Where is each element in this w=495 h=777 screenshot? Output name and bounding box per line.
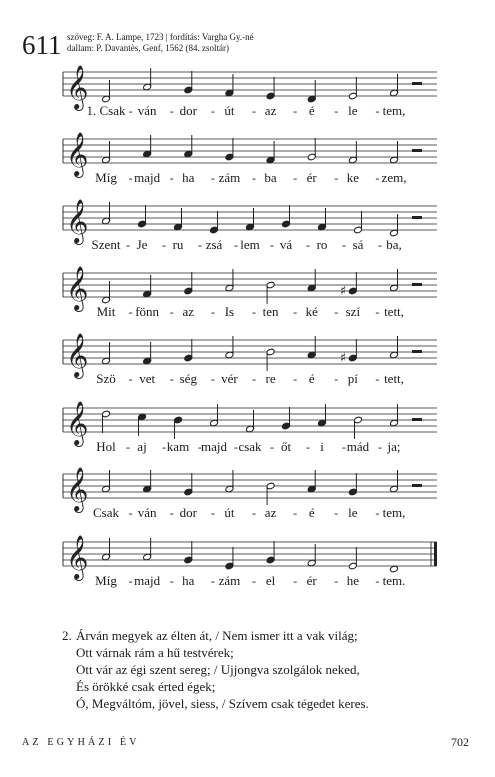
lyric-hyphen: - bbox=[162, 238, 166, 252]
lyric-hyphen: - bbox=[210, 574, 215, 588]
lyric-syllable: lem bbox=[240, 237, 260, 252]
lyric-hyphen: - bbox=[210, 171, 215, 185]
lyric-hyphen: - bbox=[128, 171, 133, 185]
lyric-hyphen: - bbox=[375, 171, 380, 185]
lyric-hyphen: - bbox=[128, 372, 133, 386]
lyric-hyphen: - bbox=[293, 171, 298, 185]
lyric-hyphen: - bbox=[334, 104, 339, 118]
lyric-hyphen: - bbox=[169, 104, 174, 118]
lyric-hyphen: - bbox=[128, 506, 133, 520]
lyric-syllable: é bbox=[308, 371, 315, 386]
lyric-syllable: ké bbox=[305, 304, 318, 319]
lyric-hyphen: - bbox=[334, 171, 339, 185]
text-credit: szöveg: F. A. Lampe, 1723 | fordítás: Vargha Gy.-né bbox=[67, 32, 254, 42]
lyric-hyphen: - bbox=[210, 104, 215, 118]
treble-clef-icon: 𝄞 bbox=[66, 467, 89, 511]
staff-system bbox=[63, 467, 437, 520]
lyric-syllable: őt bbox=[280, 439, 292, 454]
lyric-syllable: Hol bbox=[96, 439, 116, 454]
lyric-syllable: Szö bbox=[96, 371, 116, 386]
lyric-syllable: zem, bbox=[381, 170, 407, 185]
lyric-hyphen: - bbox=[169, 506, 174, 520]
lyric-hyphen: - bbox=[126, 440, 130, 454]
stanza-line: 2. Árván megyek az élten át, / Nem ismer itt a vak világ; bbox=[62, 628, 358, 643]
lyric-syllable: kam bbox=[166, 439, 190, 454]
half-rest-icon bbox=[412, 283, 422, 286]
staff-system bbox=[63, 132, 437, 185]
lyric-hyphen: - bbox=[378, 440, 382, 454]
sharp-icon: ♯ bbox=[339, 284, 347, 299]
lyric-hyphen: - bbox=[334, 574, 339, 588]
lyric-syllable: út bbox=[224, 505, 235, 520]
staff-system bbox=[63, 199, 437, 252]
lyric-hyphen: - bbox=[378, 238, 382, 252]
lyric-hyphen: - bbox=[293, 574, 298, 588]
lyric-syllable: zsá bbox=[205, 237, 223, 252]
lyric-syllable: Mit bbox=[96, 304, 116, 319]
lyric-hyphen: - bbox=[293, 104, 298, 118]
lyric-syllable: Szent bbox=[91, 237, 121, 252]
treble-clef-icon: 𝄞 bbox=[66, 535, 89, 579]
lyric-syllable: el bbox=[265, 573, 276, 588]
lyric-hyphen: - bbox=[293, 372, 298, 386]
lyric-hyphen: - bbox=[128, 104, 133, 118]
lyric-syllable: zám bbox=[218, 170, 241, 185]
lyric-syllable: re bbox=[265, 371, 276, 386]
lyric-hyphen: - bbox=[334, 506, 339, 520]
stanza-number: 2. bbox=[62, 628, 72, 643]
lyric-syllable: tett, bbox=[384, 304, 404, 319]
lyric-syllable: ten bbox=[262, 304, 279, 319]
lyric-syllable: ér bbox=[306, 573, 317, 588]
lyric-hyphen: - bbox=[128, 305, 133, 319]
lyric-syllable: aj bbox=[137, 439, 147, 454]
lyric-syllable: Míg bbox=[95, 170, 117, 185]
lyric-hyphen: - bbox=[169, 305, 174, 319]
final-barline-thick bbox=[434, 542, 437, 566]
lyric-syllable: é bbox=[308, 505, 315, 520]
lyric-hyphen: - bbox=[375, 506, 380, 520]
lyric-syllable: é bbox=[308, 103, 315, 118]
lyric-syllable: ér bbox=[306, 170, 317, 185]
lyric-syllable: az bbox=[264, 103, 277, 118]
stanza-line: És örökké csak érted égek; bbox=[76, 679, 216, 694]
lyric-hyphen: - bbox=[375, 104, 380, 118]
lyric-hyphen: - bbox=[334, 305, 339, 319]
lyric-syllable: sá bbox=[352, 237, 364, 252]
lyric-hyphen: - bbox=[169, 372, 174, 386]
lyric-hyphen: - bbox=[210, 305, 215, 319]
lyric-hyphen: - bbox=[252, 574, 256, 588]
lyric-hyphen: - bbox=[293, 305, 298, 319]
lyric-syllable: majd bbox=[134, 573, 161, 588]
lyric-hyphen: - bbox=[198, 440, 202, 454]
lyric-syllable: tem. bbox=[382, 573, 406, 588]
staff-system bbox=[63, 65, 437, 118]
treble-clef-icon: 𝄞 bbox=[66, 65, 89, 109]
lyric-hyphen: - bbox=[252, 104, 256, 118]
stanza-line: Ott várnak rám a hű testvérek; bbox=[76, 645, 234, 660]
lyric-hyphen: - bbox=[169, 574, 174, 588]
lyric-syllable: Csak bbox=[93, 505, 119, 520]
lyric-syllable: le bbox=[348, 505, 358, 520]
lyric-hyphen: - bbox=[126, 238, 130, 252]
lyric-hyphen: - bbox=[210, 372, 215, 386]
lyric-syllable: út bbox=[224, 103, 235, 118]
lyric-syllable: mád bbox=[346, 439, 370, 454]
lyric-hyphen: - bbox=[234, 238, 238, 252]
treble-clef-icon: 𝄞 bbox=[66, 132, 89, 176]
section-title: AZ EGYHÁZI ÉV bbox=[22, 737, 140, 748]
lyric-syllable: he bbox=[346, 573, 359, 588]
tune-credit: dallam: P. Davantès, Genf, 1562 (84. zsoltár) bbox=[67, 43, 229, 53]
lyric-hyphen: - bbox=[306, 440, 310, 454]
lyric-syllable: le bbox=[348, 103, 358, 118]
lyric-hyphen: - bbox=[375, 372, 380, 386]
lyric-syllable: ván bbox=[137, 103, 157, 118]
staff-system bbox=[63, 535, 437, 588]
lyric-syllable: zám bbox=[218, 573, 241, 588]
half-rest-icon bbox=[412, 149, 422, 152]
lyric-hyphen: - bbox=[252, 305, 256, 319]
treble-clef-icon: 𝄞 bbox=[66, 401, 89, 445]
lyric-syllable: majd bbox=[134, 170, 161, 185]
lyric-syllable: az bbox=[264, 505, 277, 520]
half-rest-icon bbox=[412, 418, 422, 421]
stanza-line: Ó, Megváltóm, jövel, siess, / Szívem csak tégedet keres. bbox=[76, 696, 369, 711]
lyric-syllable: tem, bbox=[382, 505, 406, 520]
treble-clef-icon: 𝄞 bbox=[66, 199, 89, 243]
half-rest-icon bbox=[412, 484, 422, 487]
lyric-syllable: ván bbox=[137, 505, 157, 520]
lyric-syllable: szí bbox=[345, 304, 361, 319]
lyric-syllable: ro bbox=[316, 237, 328, 252]
lyric-hyphen: - bbox=[198, 238, 202, 252]
lyric-hyphen: - bbox=[210, 506, 215, 520]
lyric-hyphen: - bbox=[270, 440, 274, 454]
lyric-syllable: Míg bbox=[95, 573, 117, 588]
half-rest-icon bbox=[412, 350, 422, 353]
staff-system bbox=[63, 333, 437, 386]
lyric-syllable: ha bbox=[182, 170, 195, 185]
lyric-hyphen: - bbox=[234, 440, 238, 454]
lyric-syllable: vet bbox=[139, 371, 156, 386]
staff-system bbox=[63, 401, 437, 454]
lyric-syllable: vá bbox=[279, 237, 293, 252]
lyric-hyphen: - bbox=[252, 372, 256, 386]
lyric-syllable: dor bbox=[179, 103, 197, 118]
sharp-icon: ♯ bbox=[339, 351, 347, 366]
lyric-syllable: fönn bbox=[135, 304, 160, 319]
lyric-syllable: vér bbox=[221, 371, 238, 386]
lyric-syllable: pí bbox=[347, 371, 358, 386]
stanza-2 bbox=[62, 627, 369, 712]
lyric-syllable: majd bbox=[201, 439, 227, 454]
lyric-hyphen: - bbox=[342, 440, 346, 454]
lyric-hyphen: - bbox=[375, 305, 380, 319]
lyric-syllable: ja; bbox=[387, 439, 401, 454]
lyric-hyphen: - bbox=[375, 574, 380, 588]
lyric-hyphen: - bbox=[306, 238, 310, 252]
lyric-hyphen: - bbox=[270, 238, 274, 252]
lyric-syllable: ru bbox=[172, 237, 184, 252]
lyric-syllable: ke bbox=[346, 170, 359, 185]
lyric-hyphen: - bbox=[252, 171, 256, 185]
lyric-syllable: ség bbox=[179, 371, 197, 386]
lyric-syllable: ba bbox=[264, 170, 277, 185]
lyric-hyphen: - bbox=[342, 238, 346, 252]
lyric-hyphen: - bbox=[252, 506, 256, 520]
hymn-number: 611 bbox=[22, 30, 62, 60]
lyric-syllable: ba, bbox=[386, 237, 402, 252]
page-number: 702 bbox=[451, 735, 469, 749]
lyric-syllable: Je bbox=[136, 237, 148, 252]
treble-clef-icon: 𝄞 bbox=[66, 333, 89, 377]
lyric-syllable: tem, bbox=[382, 103, 406, 118]
lyric-hyphen: - bbox=[293, 506, 298, 520]
lyric-syllable: ha bbox=[182, 573, 195, 588]
treble-clef-icon: 𝄞 bbox=[66, 266, 89, 310]
lyric-syllable: Is bbox=[224, 304, 235, 319]
lyric-syllable: csak bbox=[238, 439, 262, 454]
lyric-hyphen: - bbox=[334, 372, 339, 386]
lyric-syllable: dor bbox=[179, 505, 197, 520]
lyric-syllable: tett, bbox=[384, 371, 404, 386]
stanza-line: Ott vár az égi szent sereg; / Ujjongva szolgálok neked, bbox=[76, 662, 360, 677]
staff-system bbox=[63, 266, 437, 319]
lyric-hyphen: - bbox=[169, 171, 174, 185]
half-rest-icon bbox=[412, 216, 422, 219]
lyric-hyphen: - bbox=[162, 440, 166, 454]
half-rest-icon bbox=[412, 82, 422, 85]
lyric-syllable: az bbox=[182, 304, 195, 319]
lyric-syllable: 1. Csak bbox=[86, 103, 126, 118]
lyric-syllable: i bbox=[320, 439, 324, 454]
lyric-hyphen: - bbox=[128, 574, 133, 588]
